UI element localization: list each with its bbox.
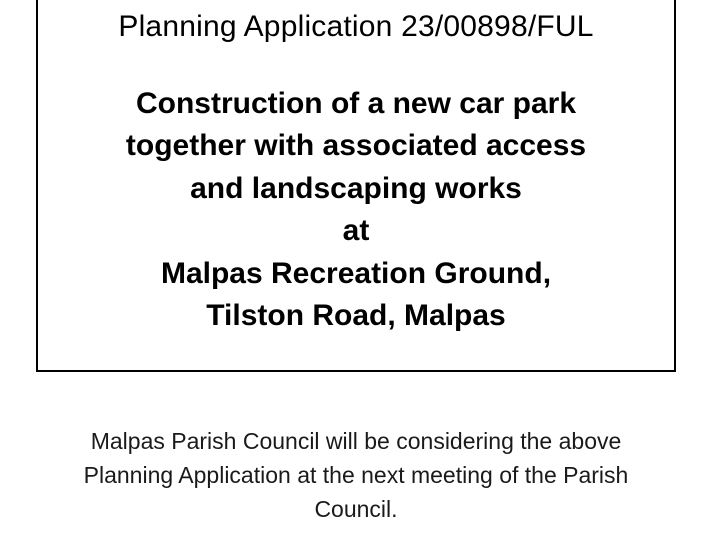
- proposal-line: Malpas Recreation Ground,: [160, 256, 552, 290]
- proposal-description: [58, 83, 654, 339]
- application-reference: Planning Application 23/00898/FUL: [118, 10, 594, 43]
- council-statement: [36, 425, 676, 526]
- council-statement-line: Planning Application at the next meeting of the Parish: [83, 461, 629, 488]
- planning-notice-box: [36, 0, 676, 372]
- proposal-line: Tilston Road, Malpas: [206, 299, 506, 333]
- proposal-line: Construction of a new car park: [135, 86, 577, 120]
- proposal-line: and landscaping works: [190, 171, 522, 205]
- proposal-line: at: [342, 214, 370, 248]
- council-statement-line: Malpas Parish Council will be considering the above: [90, 428, 622, 454]
- council-statement-line: Council.: [314, 495, 398, 522]
- proposal-line: together with associated access: [125, 129, 587, 163]
